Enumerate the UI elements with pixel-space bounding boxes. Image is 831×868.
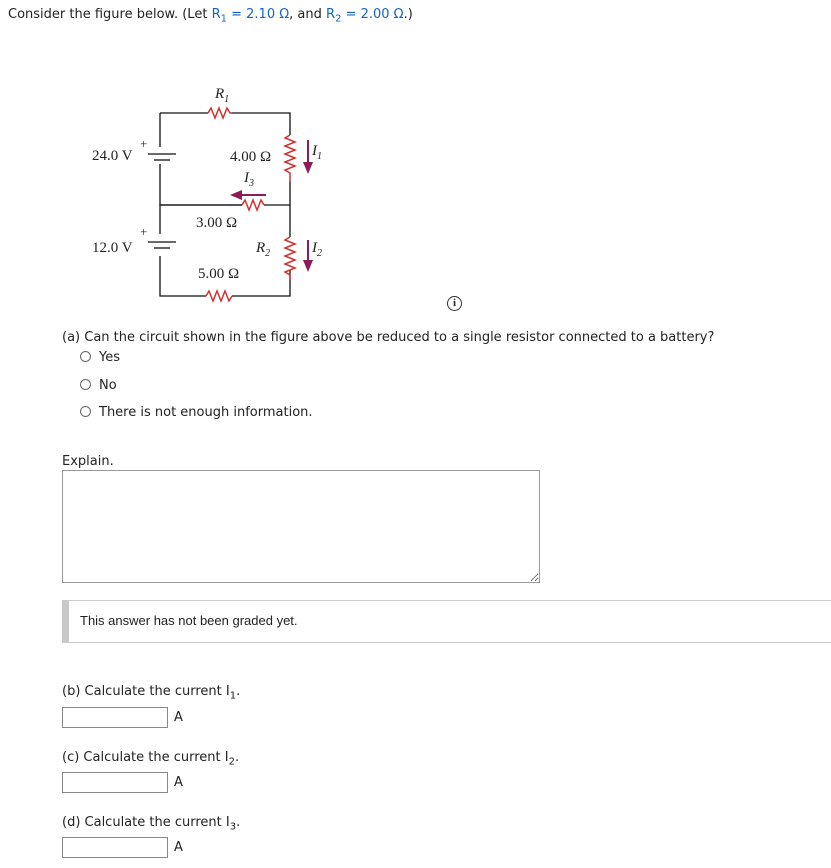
label-plus-12: +: [140, 224, 148, 239]
r2-given: $R_2 = 2.00$ Ω: [326, 7, 404, 25]
label-plus-24: +: [140, 136, 148, 151]
answer-b-unit: A: [174, 710, 183, 725]
answer-c-input[interactable]: [62, 772, 168, 793]
question-b: (b) Calculate the current $I_1$.: [62, 684, 241, 702]
grading-status: [62, 600, 831, 643]
question-d: (d) Calculate the current $I_3$.: [62, 815, 241, 833]
question-a: (a) Can the circuit shown in the figure above be reduced to a single resistor connected to a battery?: [62, 330, 715, 345]
r1-given: $R_1 = 2.10$ Ω: [211, 7, 290, 25]
label-i2: $I_2$: [312, 240, 322, 259]
r1-resistor: [208, 108, 232, 118]
radio-no[interactable]: [80, 379, 91, 390]
question-c: (c) Calculate the current $I_2$.: [62, 750, 240, 768]
radio-not-enough-info[interactable]: [80, 406, 91, 417]
label-3ohm: 3.00 Ω: [196, 215, 238, 231]
answer-b-input[interactable]: [62, 707, 168, 728]
answer-d-input[interactable]: [62, 837, 168, 858]
resistor-3ohm: [242, 200, 264, 210]
explain-label: Explain.: [62, 454, 114, 469]
grading-status-bar: [62, 601, 69, 642]
problem-intro: Consider the figure below. (Let $R_1 = 2.10$ Ω, and $R_2 = 2.00$ Ω.): [8, 7, 413, 25]
label-i1: $I_1$: [312, 143, 322, 162]
label-24v: 24.0 V: [92, 148, 133, 164]
answer-c-unit: A: [174, 775, 183, 790]
label-5ohm: 5.00 Ω: [198, 266, 240, 282]
option-yes-label[interactable]: Yes: [99, 350, 120, 365]
label-r2: $R_2$: [256, 240, 271, 259]
label-i3: $I_3$: [244, 170, 254, 189]
resistor-5ohm: [206, 291, 232, 301]
answer-d-unit: A: [174, 840, 183, 855]
label-r1: $R_1$: [215, 86, 230, 105]
option-not-enough-label[interactable]: There is not enough information.: [99, 405, 313, 420]
i3-arrow: [230, 190, 266, 200]
label-4ohm: 4.00 Ω: [230, 149, 272, 165]
explain-textarea[interactable]: [62, 470, 540, 583]
label-12v: 12.0 V: [92, 240, 133, 256]
info-icon[interactable]: i: [447, 296, 462, 311]
grading-status-text: This answer has not been graded yet.: [80, 613, 298, 628]
option-no-label[interactable]: No: [99, 378, 117, 393]
resistor-4ohm: [285, 135, 295, 182]
radio-yes[interactable]: [80, 351, 91, 362]
